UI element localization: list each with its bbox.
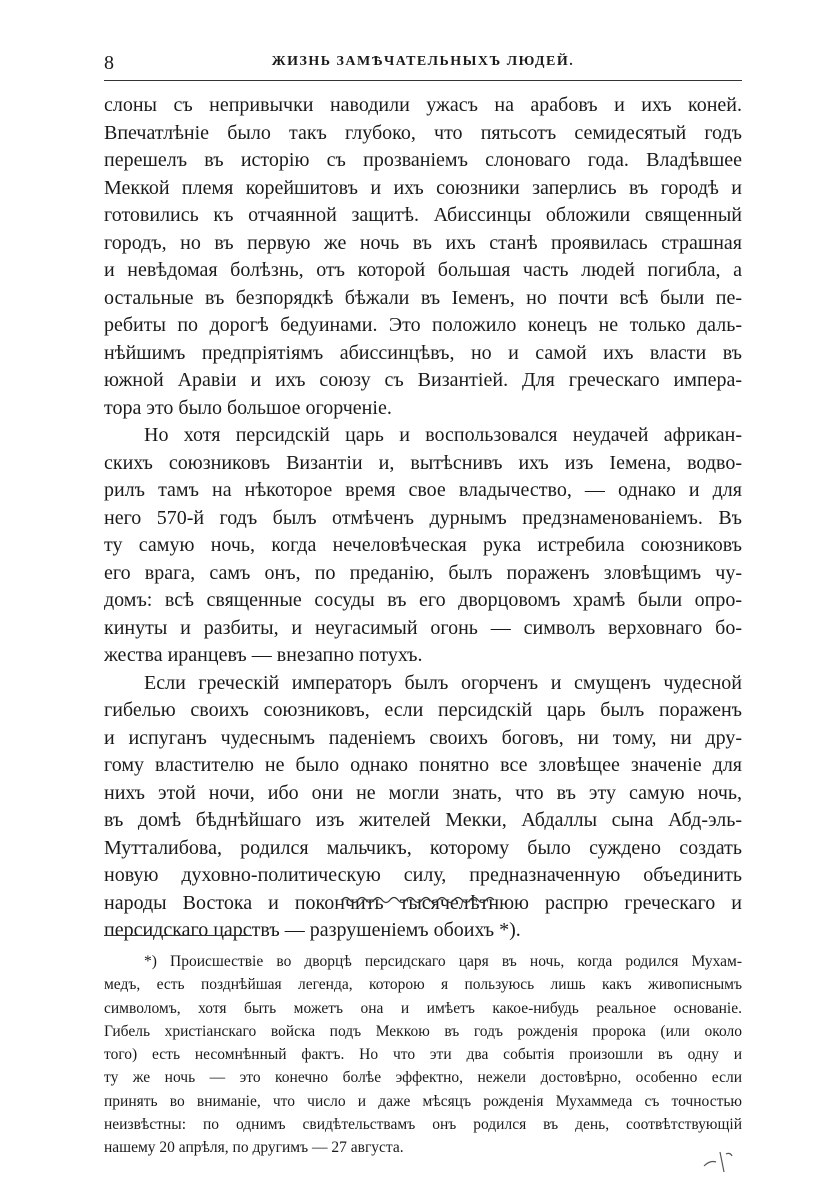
text-line: нѣйшимъ предпріятіямъ абиссинцѣвъ, но и самой ихъ власти въ: [104, 341, 742, 364]
text-line: остальные въ безпорядкѣ бѣжали въ Іеменъ, но почти всѣ были пе-: [104, 286, 742, 309]
text-line: персидскаго царствъ — разрушеніемъ обоихъ *).: [104, 919, 521, 941]
footnote-line: нашему 20 апрѣля, по другимъ — 27 августа.: [104, 1139, 404, 1157]
text-line: и невѣдомая болѣзнь, отъ которой большая часть людей погибла, а: [104, 259, 742, 281]
footnote-line: *) Происшествіе во дворцѣ персидскаго царя въ ночь, когда родился Мухам-: [144, 953, 742, 970]
footnote-line: ту же ночь — это конечно болѣе эффектно, нежели достовѣрно, особенно если: [104, 1069, 742, 1087]
text-line: южной Аравіи и ихъ союзу съ Византіей. Для греческаго импера-: [104, 369, 742, 391]
text-line: въ домѣ бѣднѣйшаго изъ жителей Мекки, Абдаллы сына Абд-эль-: [104, 809, 742, 831]
footnote-rule: [104, 935, 252, 936]
page-header: [104, 50, 742, 78]
footnote-line: принять во вниманіе, что число и даже мѣсяцъ рожденія Мухаммеда съ точностью: [104, 1092, 742, 1110]
text-line: Но хотя персидскій царь и воспользовался неудачей африкан-: [144, 424, 742, 446]
footnote-line: неизвѣстны: по однимъ свидѣтельствамъ онъ родился въ день, соотвѣтствующій: [104, 1116, 742, 1134]
text-line: его врага, самъ онъ, по преданію, былъ пораженъ зловѣщимъ чу-: [104, 561, 742, 584]
footnote: [104, 950, 742, 1160]
text-line: гибелью своихъ союзниковъ, если персидскій царь былъ пораженъ: [104, 699, 742, 721]
footnote-line: того) есть несомнѣнный фактъ. Но что эти два событія произошли въ одну и: [104, 1046, 742, 1064]
text-line: кинуты и разбиты, и неугасимый огонь — символъ верховнаго бо-: [104, 616, 742, 639]
text-line: него 570-й годъ былъ отмѣченъ дурнымъ предзнаменованіемъ. Въ: [104, 506, 742, 529]
body-text: [104, 92, 742, 945]
running-title: ЖИЗНЬ ЗАМѢЧАТЕЛЬНЫХЪ ЛЮДЕЙ.: [271, 54, 575, 69]
text-line: нихъ этой ночи, ибо они не могли знать, что въ эту самую ночь,: [104, 781, 742, 804]
text-line: жества иранцевъ — внезапно потухъ.: [104, 644, 423, 666]
footnote-line: символомъ, хотя быть можетъ она и имѣетъ какое-нибудь реальное основаніе.: [104, 999, 742, 1017]
text-line: городъ, но въ первую же ночь въ ихъ станѣ проявилась страшная: [104, 231, 742, 254]
text-line: новую духовно-политическую силу, предназначенную объединить: [104, 864, 742, 886]
text-line: готовились къ отчаянной защитѣ. Абиссинцы обложили священный: [104, 204, 742, 226]
text-line: ту самую ночь, когда нечеловѣческая рука истребила союзниковъ: [104, 534, 742, 556]
handwritten-mark: [700, 1148, 736, 1174]
text-line: народы Востока и покончить тысячелѣтнюю распрю греческаго и: [104, 891, 742, 914]
text-line: домъ: всѣ священные сосуды въ его дворцовомъ храмѣ были опро-: [104, 589, 742, 611]
text-line: Впечатлѣніе было такъ глубоко, что пятьсотъ семидесятый годъ: [104, 121, 742, 144]
header-rule: [104, 80, 742, 81]
text-line: скихъ союзниковъ Византіи и, вытѣснивъ ихъ изъ Іемена, водво-: [104, 451, 742, 474]
text-line: перешелъ въ исторію съ прозваніемъ слоноваго года. Владѣвшее: [104, 149, 742, 171]
text-line: ребиты по дорогѣ бедуинами. Это положило конецъ не только даль-: [104, 314, 742, 336]
footnote-line: медъ, есть позднѣйшая легенда, которою я пользуюсь лишь какъ живописнымъ: [104, 976, 742, 994]
text-line: Мутталибова, родился мальчикъ, которому было суждено создать: [104, 836, 742, 859]
page-number: 8: [104, 52, 114, 74]
footnote-line: Гибель христіанскаго войска подъ Меккою въ годъ рожденія пророка (или около: [104, 1022, 742, 1040]
text-line: и испуганъ чудеснымъ паденіемъ своихъ боговъ, ни тому, ни дру-: [104, 726, 742, 749]
text-line: Если греческій императоръ былъ огорченъ и смущенъ чудесной: [144, 671, 742, 694]
text-line: рилъ тамъ на нѣкоторое время свое владычество, — однако и для: [104, 479, 742, 501]
text-line: слоны съ непривычки наводили ужасъ на арабовъ и ихъ коней.: [104, 94, 742, 116]
text-line: Меккой племя корейшитовъ и ихъ союзники заперлись въ городѣ и: [104, 176, 742, 199]
section-ornament: [342, 893, 498, 907]
text-line: тора это было большое огорченіе.: [104, 396, 392, 419]
text-line: гому властителю не было однако понятно все зловѣщее значеніе для: [104, 754, 742, 776]
